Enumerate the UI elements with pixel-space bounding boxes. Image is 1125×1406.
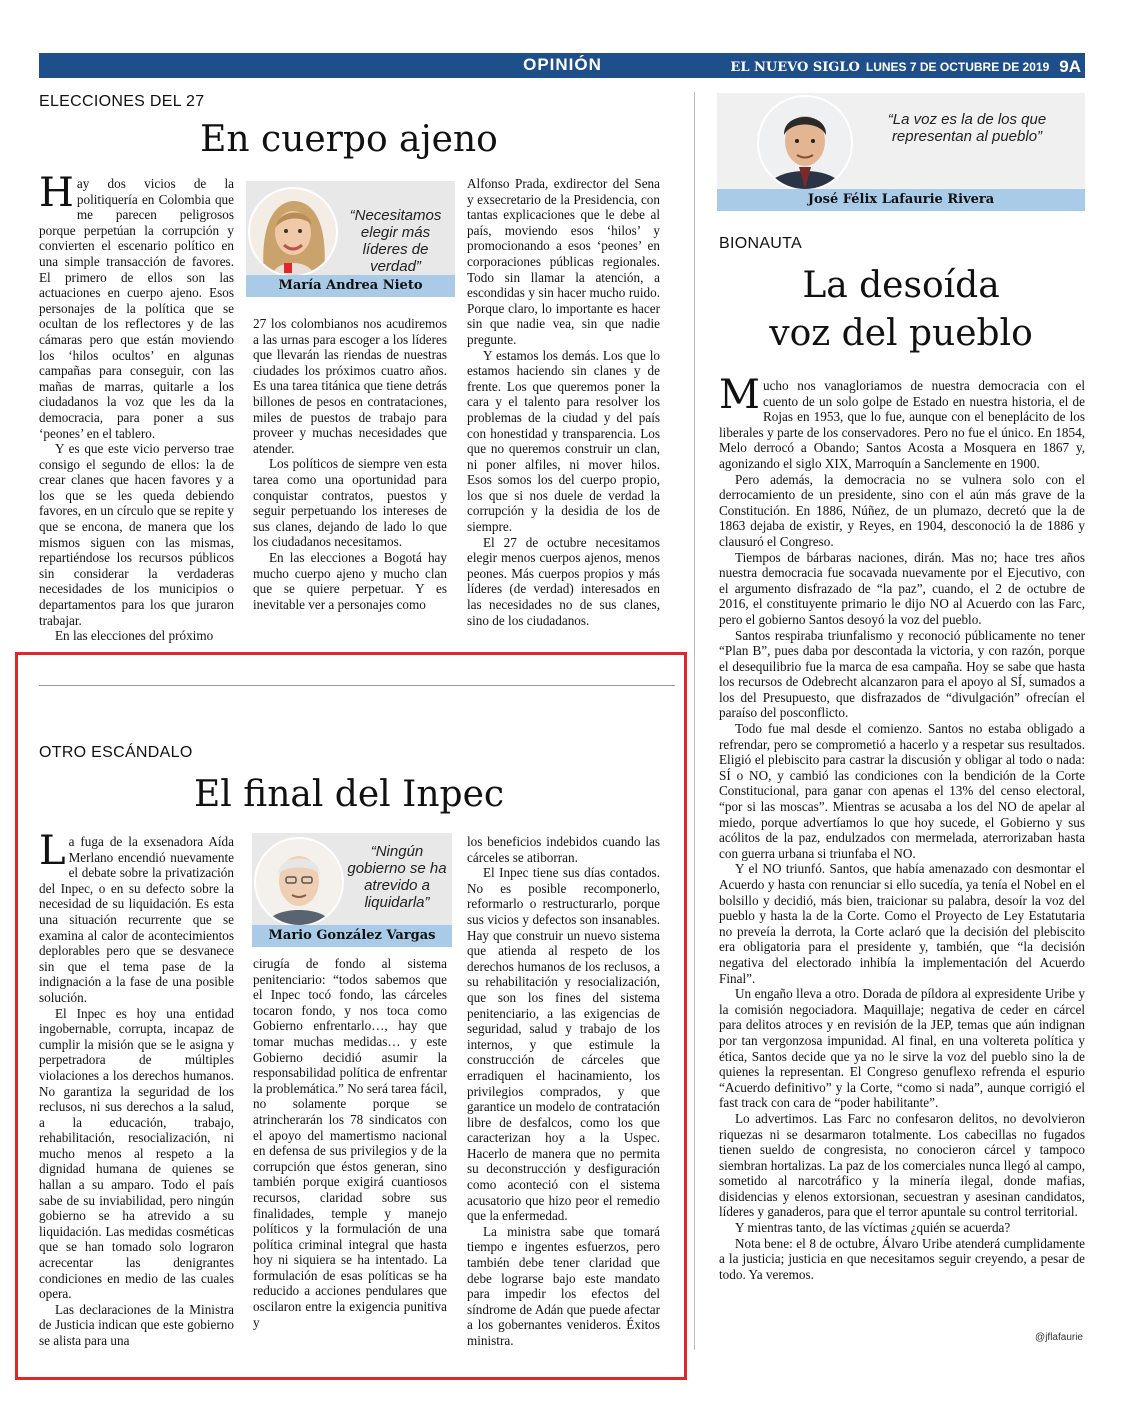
paragraph: Pero además, la democracia no se vulnera solo con el derrocamiento de un presidente, sino con el aún más grave de la Constitución. En 1886, Núñez, de un plumazo, decretó que la de 1863 dejaba de existir, y Reyes, en 1904, desconoció la de 1886 y clausuró el Congreso.	[719, 471, 1085, 549]
author-name: José Félix Lafaurie Rivera	[717, 189, 1085, 211]
paper-logo: EL NUEVO SIGLO	[730, 59, 860, 75]
elderly-man-portrait-icon	[254, 837, 344, 927]
article1-column-2	[253, 316, 447, 612]
section-label: OPINIÓN	[523, 55, 602, 74]
paragraph: Tiempos de bárbaras naciones, dirán. Mas no; hace tres años nuestra democracia fue socavada nuevamente por el Ejecutivo, con el argumento disfrazado de “la paz”, cuando, el 2 de octubre de 2016, el constituyente primario le dijo NO al Acuerdo con las Farc, pero el gobierno Santos desoyó la voz del pueblo.	[719, 549, 1085, 627]
article1-column-3	[467, 176, 660, 628]
paragraph: 27 los colombianos nos acudiremos a las urnas para escoger a los líderes que llevarán las riendas de nuestras ciudades los próximos cuatro años. Es una tarea titánica que tiene detrás billones de pesos en contrataciones, miles de puestos de trabajo para proveer y muchas necesidades que atender.	[253, 316, 447, 456]
paragraph: Alfonso Prada, exdirector del Sena y exsecretario de la Presidencia, con tantas explicaciones que le debe al país, moviendo esos ‘hilos’ y promocionando a esos ‘peones’ en corporaciones públicas regionales. Todo sin llamar la atención, a escondidas y sin hacer mucho ruido. Porque claro, lo importante es hacer sin que nadie vea, sin que nadie pregunte.	[467, 176, 660, 347]
paragraph: Y estamos los demás. Los que lo estamos haciendo sin clanes y de frente. Los que queremos poner la cara y el talento para resolver los problemas de la ciudad y del país con honestidad y transparencia. Los que no queremos construir un clan, ni poner alfiles, ni mover hilos. Esos somos los del cuerpo propio, los que si nos duele de verdad la corrupción y la desidia de los de siempre.	[467, 347, 660, 535]
man-portrait-icon	[757, 95, 853, 191]
paragraph: Los políticos de siempre ven esta tarea como una oportunidad para conquistar contratos, puestos y seguir perpetuando los intereses de sus clanes, dejando de lado lo que los ciudadanos necesitamos.	[253, 456, 447, 550]
paragraph: cirugía de fondo al sistema penitenciario: “todos sabemos que el Inpec tocó fondo, las cárceles tocaron fondo, y nos toca como Gobierno enfrentarlo…, hay que tomar muchas medidas… y este Gobierno decidió asumir la responsabilidad política de enfrentar la problemática.” No será tarea fácil, no solamente porque se atrincherarán los 78 sindicatos con el apoyo del mamertismo nacional en defensa de sus privilegios y de la corrupción que éstos generan, sino también porque exigirá cuantiosos recursos, claridad sobre sus finalidades, temple y manejo políticos y la formulación de una política criminal integral que hasta hoy ni siquiera se ha intentado. La formulación de esas políticas se ha reducido a acciones pendulares que oscilaron entre la exigencia punitiva y	[253, 956, 447, 1330]
paragraph: El 27 de octubre necesitamos elegir menos cuerpos ajenos, menos peones. Más cuerpos propios y más líderes (de verdad) interesados en las necesidades no de sus clanes, sino de los ciudadanos.	[467, 534, 660, 628]
masthead	[730, 57, 1081, 77]
author-box-gonzalez	[252, 833, 452, 947]
woman-portrait-icon	[248, 187, 338, 277]
page-number: 9A	[1059, 57, 1081, 76]
paragraph: los beneficios indebidos cuando las cárceles se atiborran.	[467, 834, 660, 865]
headline-line: voz del pueblo	[769, 313, 1033, 354]
pull-quote: “Ningún gobierno se ha atrevido a liquidarla”	[347, 843, 447, 911]
article3-kicker: BIONAUTA	[719, 235, 803, 252]
paragraph: Y es que este vicio perverso trae consigo el segundo de ellos: la de crear clanes que hacen favores y a los que se les queda debiendo favores, en un círculo que se repite y que se encona, de manera que los mismos siguen con las mismas, repartiéndose los recursos públicos sin considerar la verdaderas necesidades de los municipios o departamentos para los que juraron trabajar.	[39, 441, 234, 628]
article1-headline: En cuerpo ajeno	[200, 119, 498, 160]
article2-column-1	[39, 828, 234, 1349]
article2-kicker: OTRO ESCÁNDALO	[39, 744, 193, 761]
dropcap: L	[39, 828, 66, 874]
paragraph: a fuga de la exsenadora Aída Merlano encendió nuevamente el debate sobre la privatización del Inpec, o en su defecto sobre la necesidad de su liquidación. Es esta una situación recurrente que se examina al calor de acontecimientos deplorables pero que se desvanece sin que el tema pase de la indignación a la fase de una posible solución.	[39, 834, 234, 1005]
article2-column-3	[467, 834, 660, 1349]
paragraph: Y mientras tanto, de las víctimas ¿quién se acuerda?	[735, 1220, 1011, 1236]
issue-date: LUNES 7 DE OCTUBRE DE 2019	[865, 60, 1050, 74]
headline-line: La desoída	[802, 265, 1000, 306]
article2-column-2	[253, 956, 447, 1330]
column-divider	[694, 92, 695, 1350]
paragraph: Santos respiraba triunfalismo y reconoció públicamente no tener “Plan B”, pues daba por descontada la victoria, y con razón, porque el desequilibrio fue la marca de esa campaña. Hoy se sabe que hasta los recursos de Odebrecht alcanzaron para el apoyo al SÍ, sumados a los del Presupuesto, que disfrazados de “divulgación” ofrecían el paraíso del posconflicto.	[719, 627, 1085, 721]
article1-kicker: ELECCIONES DEL 27	[39, 93, 205, 110]
author-box-lafaurie	[717, 93, 1085, 211]
dropcap: H	[39, 170, 74, 216]
paragraph: Todo fue mal desde el comienzo. Santos no estaba obligado a refrendar, pero se comprometió a hacerlo y a respetar sus resultados. Eligió el plebiscito para castrar la discusión y obligar al todo o nada: SÍ o NO, y cambió las condiciones con la bendición de la Corte Constitucional, para ganar con apenas el 13% del censo electoral, “por si las moscas”. Mientras se acusaba a los del NO de apelar al miedo, porque advertíamos lo que hoy sucede, el Gobierno y sus acólitos de la paz, endulzados con mermelada, aterrorizaban hasta con guerra urbana si triunfaba el NO.	[719, 721, 1085, 861]
paragraph: ay dos vicios de la politiquería en Colombia que me parecen peligrosos porque perpetúan la corrupción y convierten el escenario político en una simple transacción de favores. El primero de ellos son las actuaciones en cuerpo ajeno. Esos personajes de la política que se ocultan de los reflectores y de las cámaras pero que están moviendo los ‘hilos ocultos’ en algunas campañas para conseguir, con las mañas de marras, quitarle a los ciudadanos la voz que les da la democracia, para poner a sus ‘peones’ en el tablero.	[39, 176, 234, 441]
paragraph: Lo advertimos. Las Farc no confesaron delitos, no devolvieron riquezas ni se desarmaron totalmente. Los cabecillas no fugados tienen sueldo de congresista, no conocieron cárcel y tampoco siembran hortalizas. La paz de los comerciales nunca llegó al campo, sometido al narcotráfico y la minería ilegal, donde mafias, disidencias y elenos extorsionan, secuestran y asesinan candidatos, líderes y ganaderos, para que el terror apuntale su control territorial.	[719, 1110, 1085, 1220]
paragraph: El Inpec es hoy una entidad ingobernable, corrupta, incapaz de cumplir la misión que se le asigna y perpetradora de múltiples violaciones a los derechos humanos. No garantiza la seguridad de los reclusos, ni sus derechos a la salud, a la educación, trabajo, rehabilitación, resocialización, ni mucho menos al respeto a la dignidad humana de quienes se hallan a su amparo. Todo el país sabe de su inviabilidad, pero ningún gobierno se ha atrevido a su liquidación. Las medidas cosméticas que se han tomado solo lograron acrecentar las denigrantes condiciones en medio de las cuales opera.	[39, 1005, 234, 1302]
article3-body	[719, 372, 1085, 1282]
paragraph: ucho nos vanagloriamos de nuestra democracia con el cuento de un solo golpe de Estado en nuestra historia, el de Rojas en 1953, que lo fue, aunque con el beneplácito de los liberales y parte de los conservadores. Pero no fue el único. En 1854, Melo derrocó a Obando; Santos Acosta a Mosquera en 1867 y, agonizando el siglo XIX, Marroquín a Sanclemente en 1900.	[719, 378, 1085, 471]
paragraph: Y el NO triunfó. Santos, que había amenazado con desmontar el Acuerdo y hasta con renunciar si ello sucedía, ya tenía el Nobel en el bolsillo y decidió, más bien, traicionar su palabra, desoír la voz del pueblo y hasta la de la Corte. Como el Proyecto de Ley Estatutaria no preveía la derrota, la Corte aclaró que la decisión del plebiscito era obligatoria para el presidente y, también, que “la decisión negativa del electorado inhibía la implementación del Acuerdo Final”.	[719, 861, 1085, 986]
paragraph: Las declaraciones de la Ministra de Justicia indican que este gobierno se alista para una	[39, 1301, 234, 1348]
paragraph: El Inpec tiene sus días contados. No es posible recomponerlo, reformarlo o restructurarlo, porque sus vicios y defectos son insanables. Hay que construir un nuevo sistema que atienda al respeto de los derechos humanos de los reclusos, a su rehabilitación y resocialización, que son los fines del sistema penitenciario, a las exigencias de seguridad, salud y trabajo de los internos, y que estimule la construcción de cárceles que erradiquen el hacinamiento, los privilegios comprados, y que garantice un modelo de contratación libre de desfalcos, como los que caracterizan hoy a la Uspec. Hacerlo de manera que no permita su deconstrucción y desfiguración como aconteció con el sistema acusatorio que hizo peor el remedio que la enfermedad.	[467, 865, 660, 1224]
paragraph: La ministra sabe que tomará tiempo e ingentes esfuerzos, pero también debe tener claridad que debe lograrse bajo este mandato para impedir los efectos del síndrome de Adán que puede afectar a los gobernantes venideros. Éxitos ministra.	[467, 1223, 660, 1348]
dropcap: M	[719, 372, 760, 418]
paragraph: En las elecciones del próximo	[55, 628, 214, 644]
author-box-nieto	[246, 181, 455, 297]
article2-headline: El final del Inpec	[193, 774, 505, 815]
twitter-handle[interactable]: @jflafaurie	[1035, 1332, 1083, 1343]
paragraph: En las elecciones a Bogotá hay mucho cuerpo ajeno y mucho clan que se quiere perpetuar. Y es inevitable ver a personajes como	[253, 549, 447, 612]
paragraph: Nota bene: el 8 de octubre, Álvaro Uribe atenderá cumplidamente a la justicia; justicia en que necesitamos seguir creyendo, a pesar de todo. Ya veremos.	[719, 1235, 1085, 1282]
author-name: Mario González Vargas	[252, 925, 452, 947]
paragraph: Un engaño lleva a otro. Dorada de píldora al expresidente Uribe y la comisión negociadora. Maquillaje; negativa de ceder en cárcel para delitos atroces y en revisión de la JEP, temas que aún indignan por tan vergonzosa impunidad. Al final, en una voltereta política y ética, Santos decide que ya no le sirve la voz del pueblo sino la de quienes la representan. El Congreso genuflexo refrenda el espurio “Acuerdo definitivo” y la Corte, “como si nada”, aunque corrigió el fast track con cara de “poder habilitante”.	[719, 986, 1085, 1111]
article3-headline	[717, 262, 1085, 358]
pull-quote: “La voz es la de los que representan al pueblo”	[887, 111, 1047, 145]
author-name: María Andrea Nieto	[246, 275, 455, 297]
pull-quote: “Necesitamos elegir más líderes de verdad”	[349, 207, 442, 275]
article1-column-1	[39, 170, 234, 644]
